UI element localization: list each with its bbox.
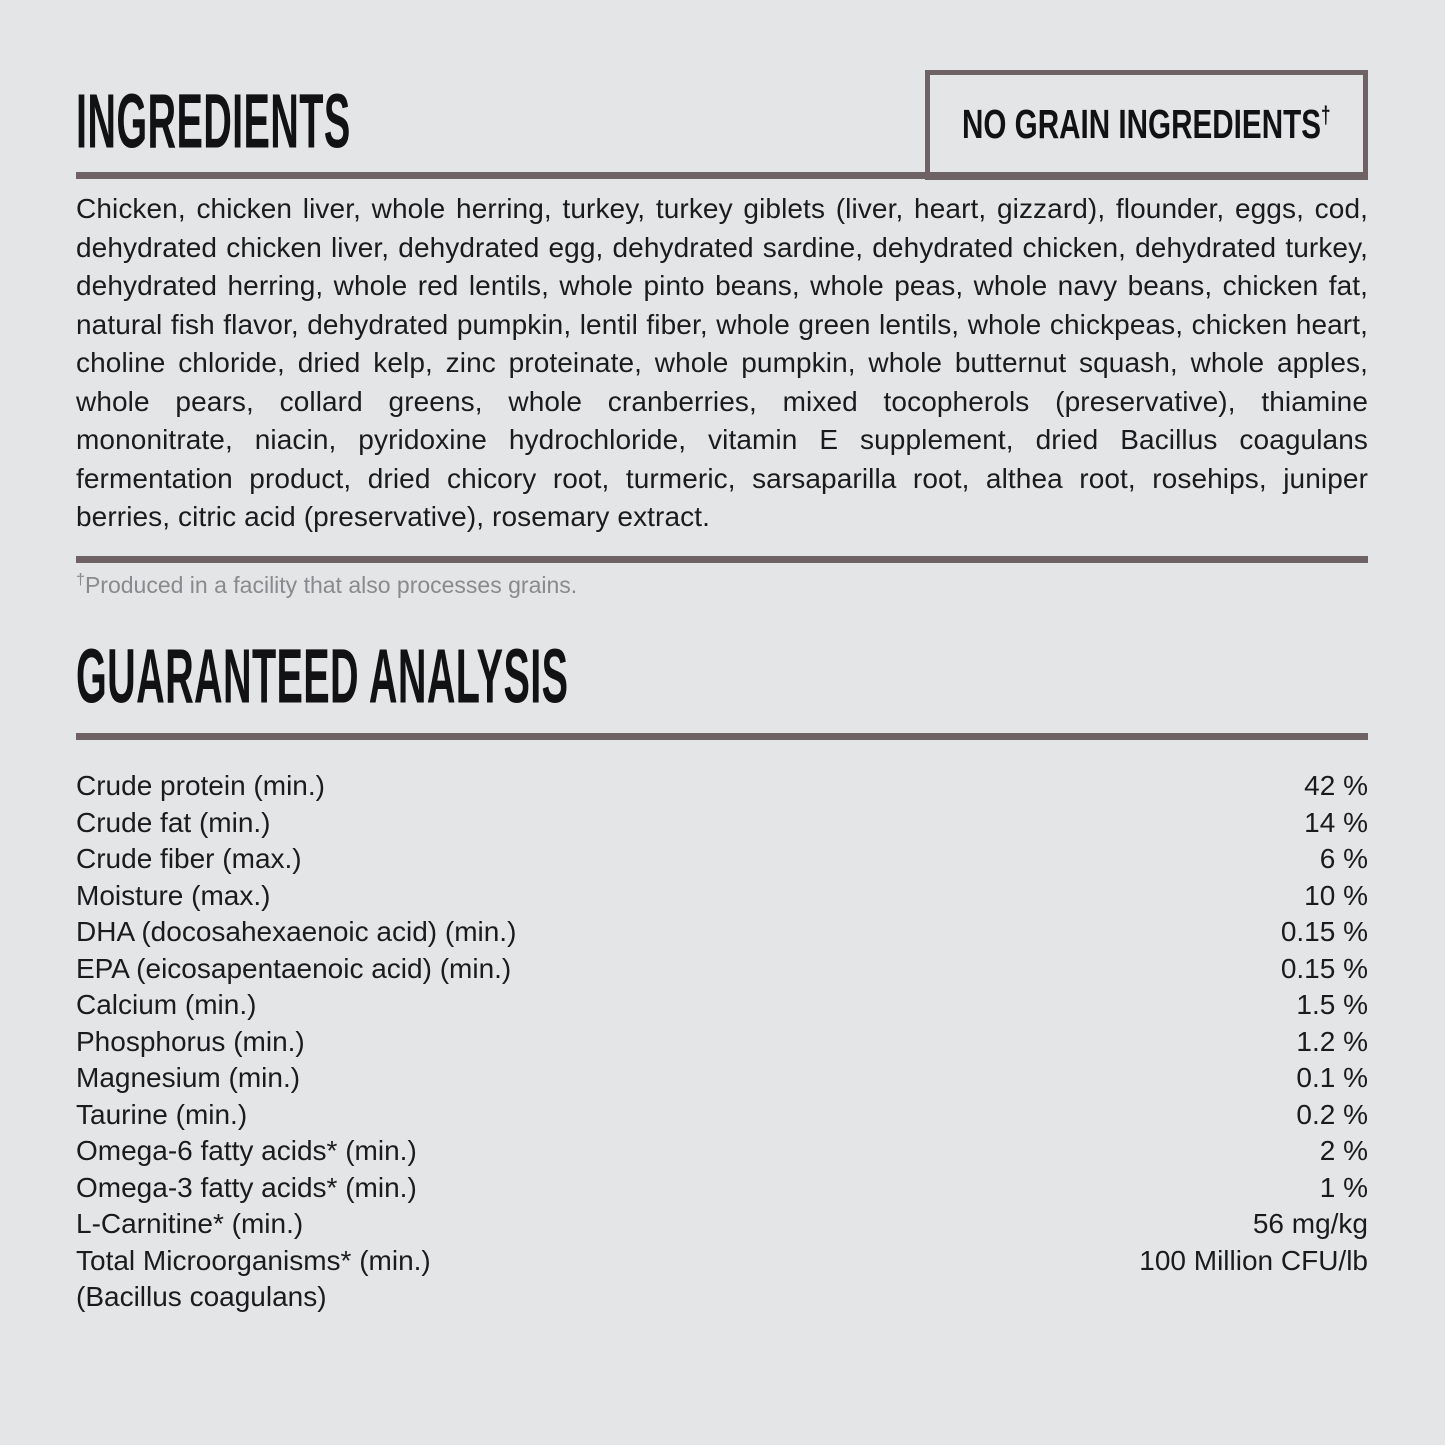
analysis-row-value: 1.2 % (1296, 1025, 1368, 1057)
no-grain-badge-text: NO GRAIN INGREDIENTS (962, 101, 1322, 148)
dagger-superscript: † (1321, 101, 1331, 129)
analysis-row (76, 1060, 1368, 1097)
analysis-row (76, 1133, 1368, 1170)
no-grain-badge-label (962, 102, 1331, 148)
analysis-row (76, 1243, 1368, 1280)
analysis-row (76, 805, 1368, 842)
analysis-row (76, 1097, 1368, 1134)
analysis-row-label: Crude fat (min.) (76, 806, 271, 838)
analysis-row-value: 0.2 % (1296, 1098, 1368, 1130)
analysis-row-value: 42 % (1304, 770, 1368, 801)
analysis-row-value: 14 % (1304, 806, 1368, 838)
analysis-row-label: Phosphorus (min.) (76, 1025, 305, 1057)
analysis-row-label: Magnesium (min.) (76, 1062, 301, 1093)
analysis-row-label: DHA (docosahexaenoic acid) (min.) (76, 916, 517, 947)
grain-footnote (76, 572, 577, 599)
analysis-row (76, 1279, 1368, 1316)
no-grain-badge (925, 70, 1368, 180)
analysis-row (76, 878, 1368, 915)
analysis-row-label: Taurine (min.) (76, 1098, 248, 1130)
header-rule (76, 172, 1368, 179)
analysis-row (76, 1206, 1368, 1243)
analysis-row-label: Moisture (max.) (76, 879, 271, 911)
analysis-row-value: 10 % (1304, 879, 1368, 911)
analysis-title (76, 632, 760, 720)
analysis-row (76, 841, 1368, 878)
analysis-row (76, 951, 1368, 988)
analysis-row (76, 768, 1368, 805)
analysis-row-label: Omega-3 fatty acids* (min.) (76, 1171, 417, 1203)
analysis-row-value: 1.5 % (1296, 989, 1368, 1020)
analysis-row-label: Calcium (min.) (76, 989, 257, 1020)
ingredients-bottom-rule (76, 556, 1368, 563)
analysis-row-label: Omega-6 fatty acids* (min.) (76, 1135, 417, 1166)
analysis-row (76, 987, 1368, 1024)
analysis-row (76, 1024, 1368, 1061)
analysis-row (76, 1170, 1368, 1207)
analysis-row-value: 0.1 % (1296, 1062, 1368, 1093)
analysis-row-value: 0.15 % (1280, 952, 1368, 984)
analysis-rule (76, 733, 1368, 740)
analysis-row-label: L-Carnitine* (min.) (76, 1208, 304, 1239)
grain-footnote-text: Produced in a facility that also processes grains. (84, 572, 578, 598)
analysis-row-value: 6 % (1319, 843, 1368, 874)
analysis-table (76, 768, 1368, 1316)
analysis-row-label: EPA (eicosapentaenoic acid) (min.) (76, 952, 512, 984)
analysis-row-label: Crude protein (min.) (76, 770, 325, 801)
analysis-row-label: (Bacillus coagulans) (76, 1281, 327, 1312)
analysis-title-text: GUARANTEED ANALYSIS (76, 632, 569, 720)
analysis-row-value: 2 % (1319, 1135, 1368, 1166)
analysis-row (76, 914, 1368, 951)
ingredients-paragraph: Chicken, chicken liver, whole herring, turkey, turkey giblets (liver, heart, gizzard), flounder, eggs, cod, dehydrated chicken liver, dehydrated egg, dehydrated sardine, dehydrated chicken, dehydrated turkey, dehydrated herring, whole red lentils, whole pinto beans, whole peas, whole navy beans, chicken fat, natural fish flavor, dehydrated pumpkin, lentil fiber, whole green lentils, whole chickpeas, chicken heart, choline chloride, dried kelp, zinc proteinate, whole pumpkin, whole butternut squash, whole apples, whole pears, collard greens, whole cranberries, mixed tocopherols (preservative), thiamine mononitrate, niacin, pyridoxine hydrochloride, vitamin E supplement, dried Bacillus coagulans fermentation product, dried chicory root, turmeric, sarsaparilla root, althea root, rosehips, juniper berries, citric acid (preservative), rosemary extract. (76, 193, 1368, 532)
dagger-superscript: † (76, 570, 85, 589)
analysis-row-value: 1 % (1319, 1171, 1368, 1203)
analysis-row-label: Crude fiber (max.) (76, 843, 302, 874)
ingredients-title (76, 77, 457, 165)
ingredients-title-text: INGREDIENTS (76, 77, 351, 165)
analysis-row-value: 100 Million CFU/lb (1139, 1244, 1368, 1276)
analysis-row-value: 0.15 % (1280, 916, 1368, 947)
analysis-row-value: 56 mg/kg (1252, 1208, 1368, 1239)
analysis-row-label: Total Microorganisms* (min.) (76, 1244, 431, 1276)
